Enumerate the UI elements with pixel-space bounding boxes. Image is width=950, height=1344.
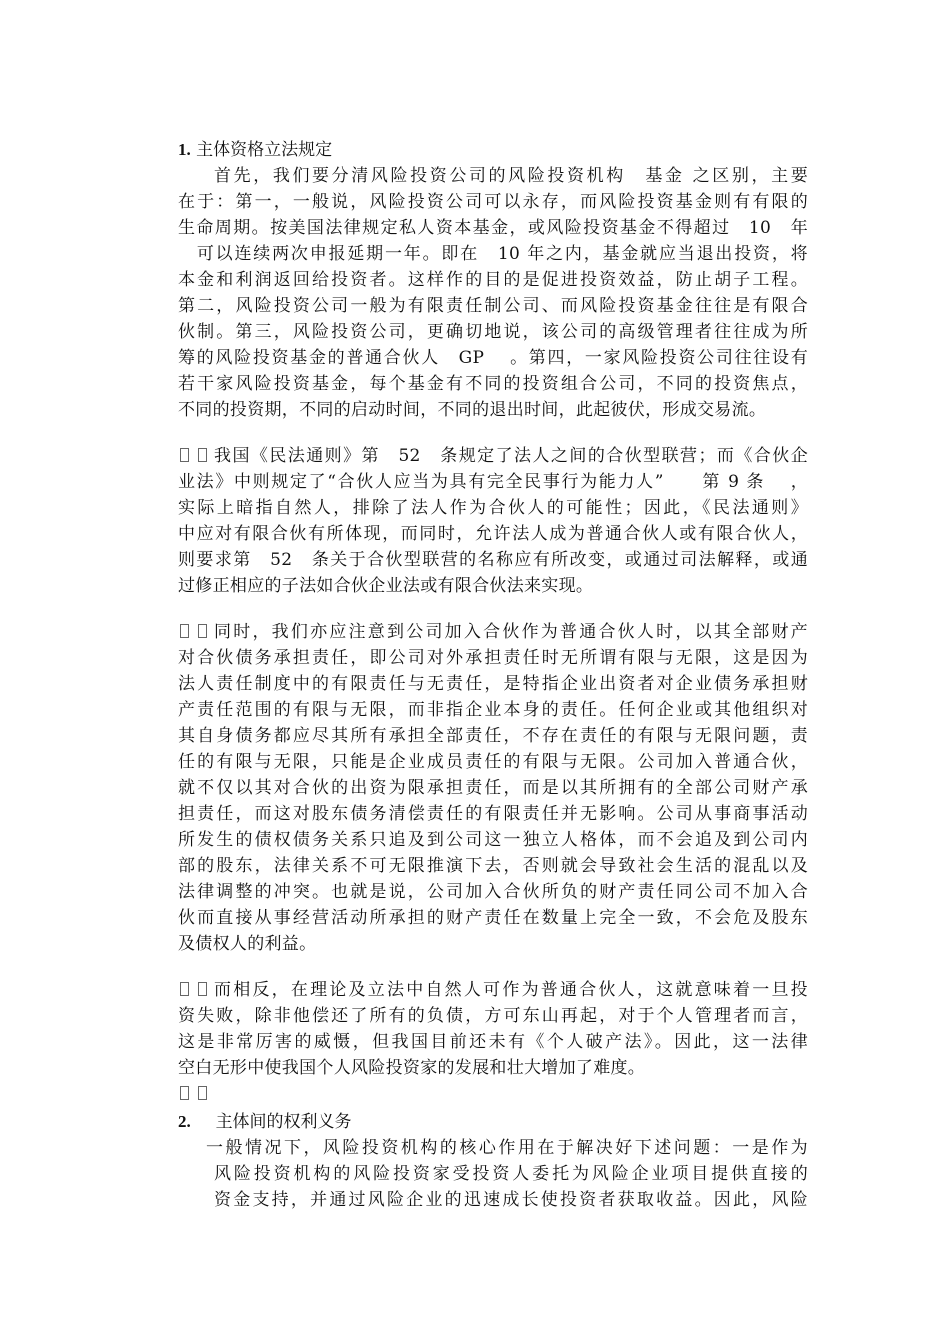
text-line: 这是非常厉害的威慑，但我国目前还未有《个人破产法》。因此，这一法律 xyxy=(178,1032,808,1052)
text-line: 资金支持，并通过风险企业的迅速成长使投资者获取收益。因此，风险 xyxy=(214,1190,808,1210)
placeholder-glyphs xyxy=(178,619,209,645)
text-line: 伙而直接从事经营活动所承担的财产责任在数量上完全一致，不会危及股东 xyxy=(178,908,808,928)
text-line: 而相反，在理论及立法中自然人可作为普通合伙人，这就意味着一旦投 xyxy=(214,980,808,1000)
text-line: 任的有限与无限，只能是企业成员责任的有限与无限。公司加入普通合伙， xyxy=(178,752,808,772)
text-line: 筹的风险投资基金的普通合伙人 GP 。第四，一家风险投资公司往往设有 xyxy=(178,348,808,368)
text-line: 可以连续两次申报延期一年。即在 10 年之内，基金就应当退出投资，将 xyxy=(178,244,808,264)
text-line: 就不仅以其对合伙的出资为限承担责任，而是以其所拥有的全部公司财产承 xyxy=(178,778,808,798)
placeholder-glyphs xyxy=(178,443,209,469)
section-2-title: 主体间的权利义务 xyxy=(215,1112,352,1132)
text-line: 实际上暗指自然人，排除了法人作为合伙人的可能性；因此，《民法通则》 xyxy=(178,498,808,518)
text-line: 第二，风险投资公司一般为有限责任制公司、而风险投资基金往往是有限合 xyxy=(178,296,808,316)
text-line: 不同的投资期，不同的启动时间，不同的退出时间，此起彼伏，形成交易流。 xyxy=(178,400,767,420)
text-line: 部的股东，法律关系不可无限推演下去，否则就会导致社会生活的混乱以及 xyxy=(178,856,808,876)
text-line: 生命周期。按美国法律规定私人资本基金，或风险投资基金不得超过 10 年 xyxy=(178,218,808,238)
text-line: 业法》中则规定了“合伙人应当为具有完全民事行为能力人” 第 9 条 ， xyxy=(178,472,808,492)
text-line: 首先，我们要分清风险投资公司的风险投资机构 基金 之区别，主要 xyxy=(214,166,808,186)
placeholder-glyphs xyxy=(178,977,209,1003)
section-2-number: 2. xyxy=(178,1112,191,1131)
text-line: 资失败，除非他偿还了所有的负债，方可东山再起，对于个人管理者而言， xyxy=(178,1006,808,1026)
text-line: 中应对有限合伙有所体现，而同时，允许法人成为普通合伙人或有限合伙人， xyxy=(178,524,808,544)
text-line: 法律调整的冲突。也就是说，公司加入合伙所负的财产责任同公司不加入合 xyxy=(178,882,808,902)
text-line: 风险投资机构的风险投资家受投资人委托为风险企业项目提供直接的 xyxy=(214,1164,808,1184)
section-2-heading xyxy=(178,1109,352,1135)
text-line: 一般情况下，风险投资机构的核心作用在于解决好下述问题：一是作为 xyxy=(206,1138,808,1158)
text-line: 本金和利润返回给投资者。这样作的目的是促进投资效益，防止胡子工程。 xyxy=(178,270,808,290)
text-line: 过修正相应的子法如合伙企业法或有限合伙法来实现。 xyxy=(178,576,594,596)
text-line: 所发生的债权债务关系只追及到公司这一独立人格体，而不会追及到公司内 xyxy=(178,830,808,850)
text-line: 若干家风险投资基金，每个基金有不同的投资组合公司，不同的投资焦点， xyxy=(178,374,808,394)
text-line: 空白无形中使我国个人风险投资家的发展和壮大增加了难度。 xyxy=(178,1058,646,1078)
text-line: 则要求第 52 条关于合伙型联营的名称应有所改变，或通过司法解释，或通 xyxy=(178,550,808,570)
section-1-title: 主体资格立法规定 xyxy=(196,140,333,160)
text-line: 担责任，而这对股东债务清偿责任的有限责任并无影响。公司从事商事活动 xyxy=(178,804,808,824)
text-line: 在于：第一，一般说，风险投资公司可以永存，而风险投资基金则有有限的 xyxy=(178,192,808,212)
section-1-number: 1. xyxy=(178,140,191,159)
text-line: 同时，我们亦应注意到公司加入合伙作为普通合伙人时，以其全部财产 xyxy=(214,622,808,642)
text-line: 其自身债务都应尽其所有承担全部责任，不存在责任的有限与无限问题，责 xyxy=(178,726,808,746)
text-line: 我国《民法通则》第 52 条规定了法人之间的合伙型联营；而《合伙企 xyxy=(214,446,808,466)
text-line: 对合伙债务承担责任，即公司对外承担责任时无所谓有限与无限，这是因为 xyxy=(178,648,808,668)
text-line: 产责任范围的有限与无限，而非指企业本身的责任。任何企业或其他组织对 xyxy=(178,700,808,720)
text-line: 伙制。第三，风险投资公司，更确切地说，该公司的高级管理者往往成为所 xyxy=(178,322,808,342)
section-1-heading xyxy=(178,137,332,163)
placeholder-glyphs xyxy=(178,1081,209,1107)
text-line: 法人责任制度中的有限责任与无责任，是特指企业出资者对企业债务承担财 xyxy=(178,674,808,694)
text-line: 及债权人的利益。 xyxy=(178,934,317,954)
